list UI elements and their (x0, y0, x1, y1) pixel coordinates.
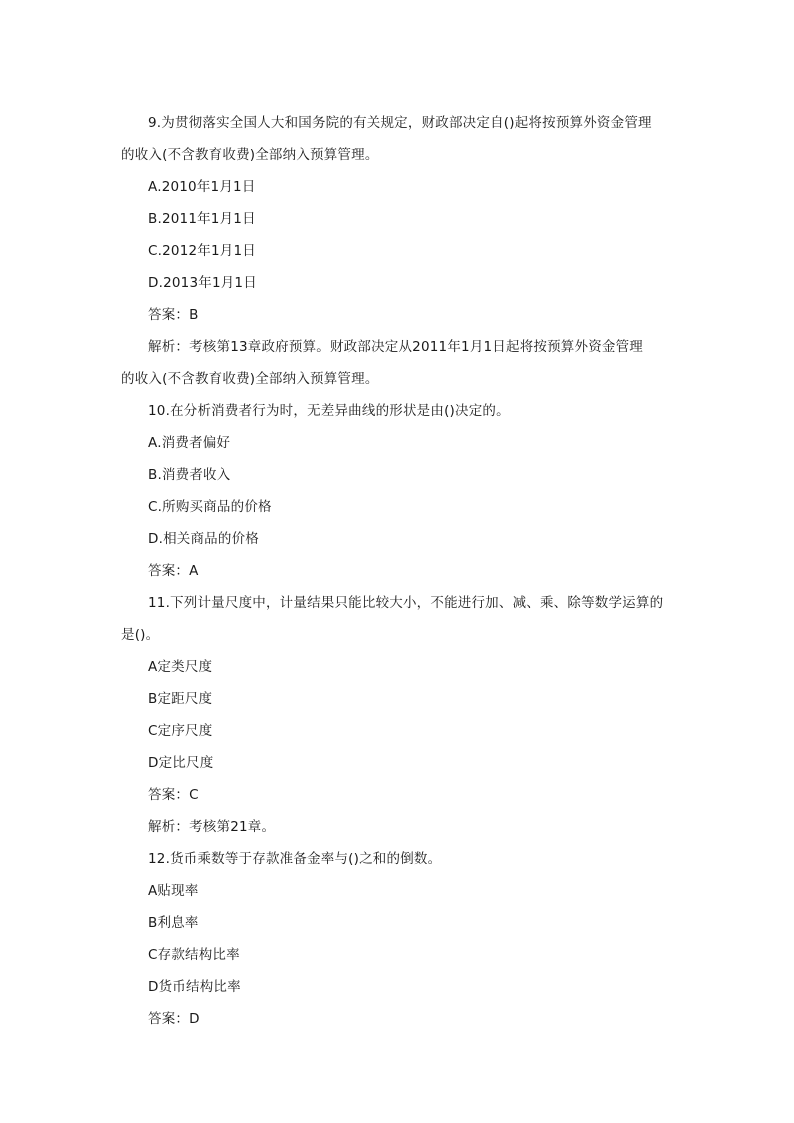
question-12-option-d: D货币结构比率 (148, 979, 241, 995)
question-11-analysis: 解析：考核第21章。 (148, 819, 276, 835)
question-10-answer: 答案：A (148, 563, 199, 579)
question-9-option-c: C.2012年1月1日 (148, 243, 256, 259)
question-10-option-a: A.消费者偏好 (148, 435, 231, 451)
question-9-option-b: B.2011年1月1日 (148, 211, 256, 227)
question-10-option-c: C.所购买商品的价格 (148, 499, 272, 515)
question-10-option-d: D.相关商品的价格 (148, 531, 259, 547)
question-9-analysis-line1: 解析：考核第13章政府预算。财政部决定从2011年1月1日起将按预算外资金管理 (148, 339, 644, 355)
question-11-option-b: B定距尺度 (148, 691, 213, 707)
question-9-option-d: D.2013年1月1日 (148, 275, 257, 291)
question-11-option-d: D定比尺度 (148, 755, 214, 771)
question-12-stem: 12.货币乘数等于存款准备金率与()之和的倒数。 (148, 851, 442, 867)
document-content (121, 107, 681, 1035)
question-12-option-a: A贴现率 (148, 883, 199, 899)
question-9-option-a: A.2010年1月1日 (148, 179, 256, 195)
question-11-stem-line1: 11.下列计量尺度中，计量结果只能比较大小，不能进行加、减、乘、除等数学运算的 (148, 595, 664, 611)
question-11-answer: 答案：C (148, 787, 199, 803)
question-9-stem-line2: 的收入(不含教育收费)全部纳入预算管理。 (121, 147, 379, 163)
question-11-option-a: A定类尺度 (148, 659, 213, 675)
question-12-option-b: B利息率 (148, 915, 199, 931)
question-11-option-c: C定序尺度 (148, 723, 213, 739)
question-9-answer: 答案：B (148, 307, 199, 323)
question-11-stem-line2: 是()。 (121, 627, 160, 643)
question-12-answer: 答案：D (148, 1011, 200, 1027)
question-12-option-c: C存款结构比率 (148, 947, 240, 963)
question-10-option-b: B.消费者收入 (148, 467, 231, 483)
question-9-stem-line1: 9.为贯彻落实全国人大和国务院的有关规定，财政部决定自()起将按预算外资金管理 (148, 115, 652, 131)
question-9-analysis-line2: 的收入(不含教育收费)全部纳入预算管理。 (121, 371, 379, 387)
question-10-stem: 10.在分析消费者行为时，无差异曲线的形状是由()决定的。 (148, 403, 510, 419)
